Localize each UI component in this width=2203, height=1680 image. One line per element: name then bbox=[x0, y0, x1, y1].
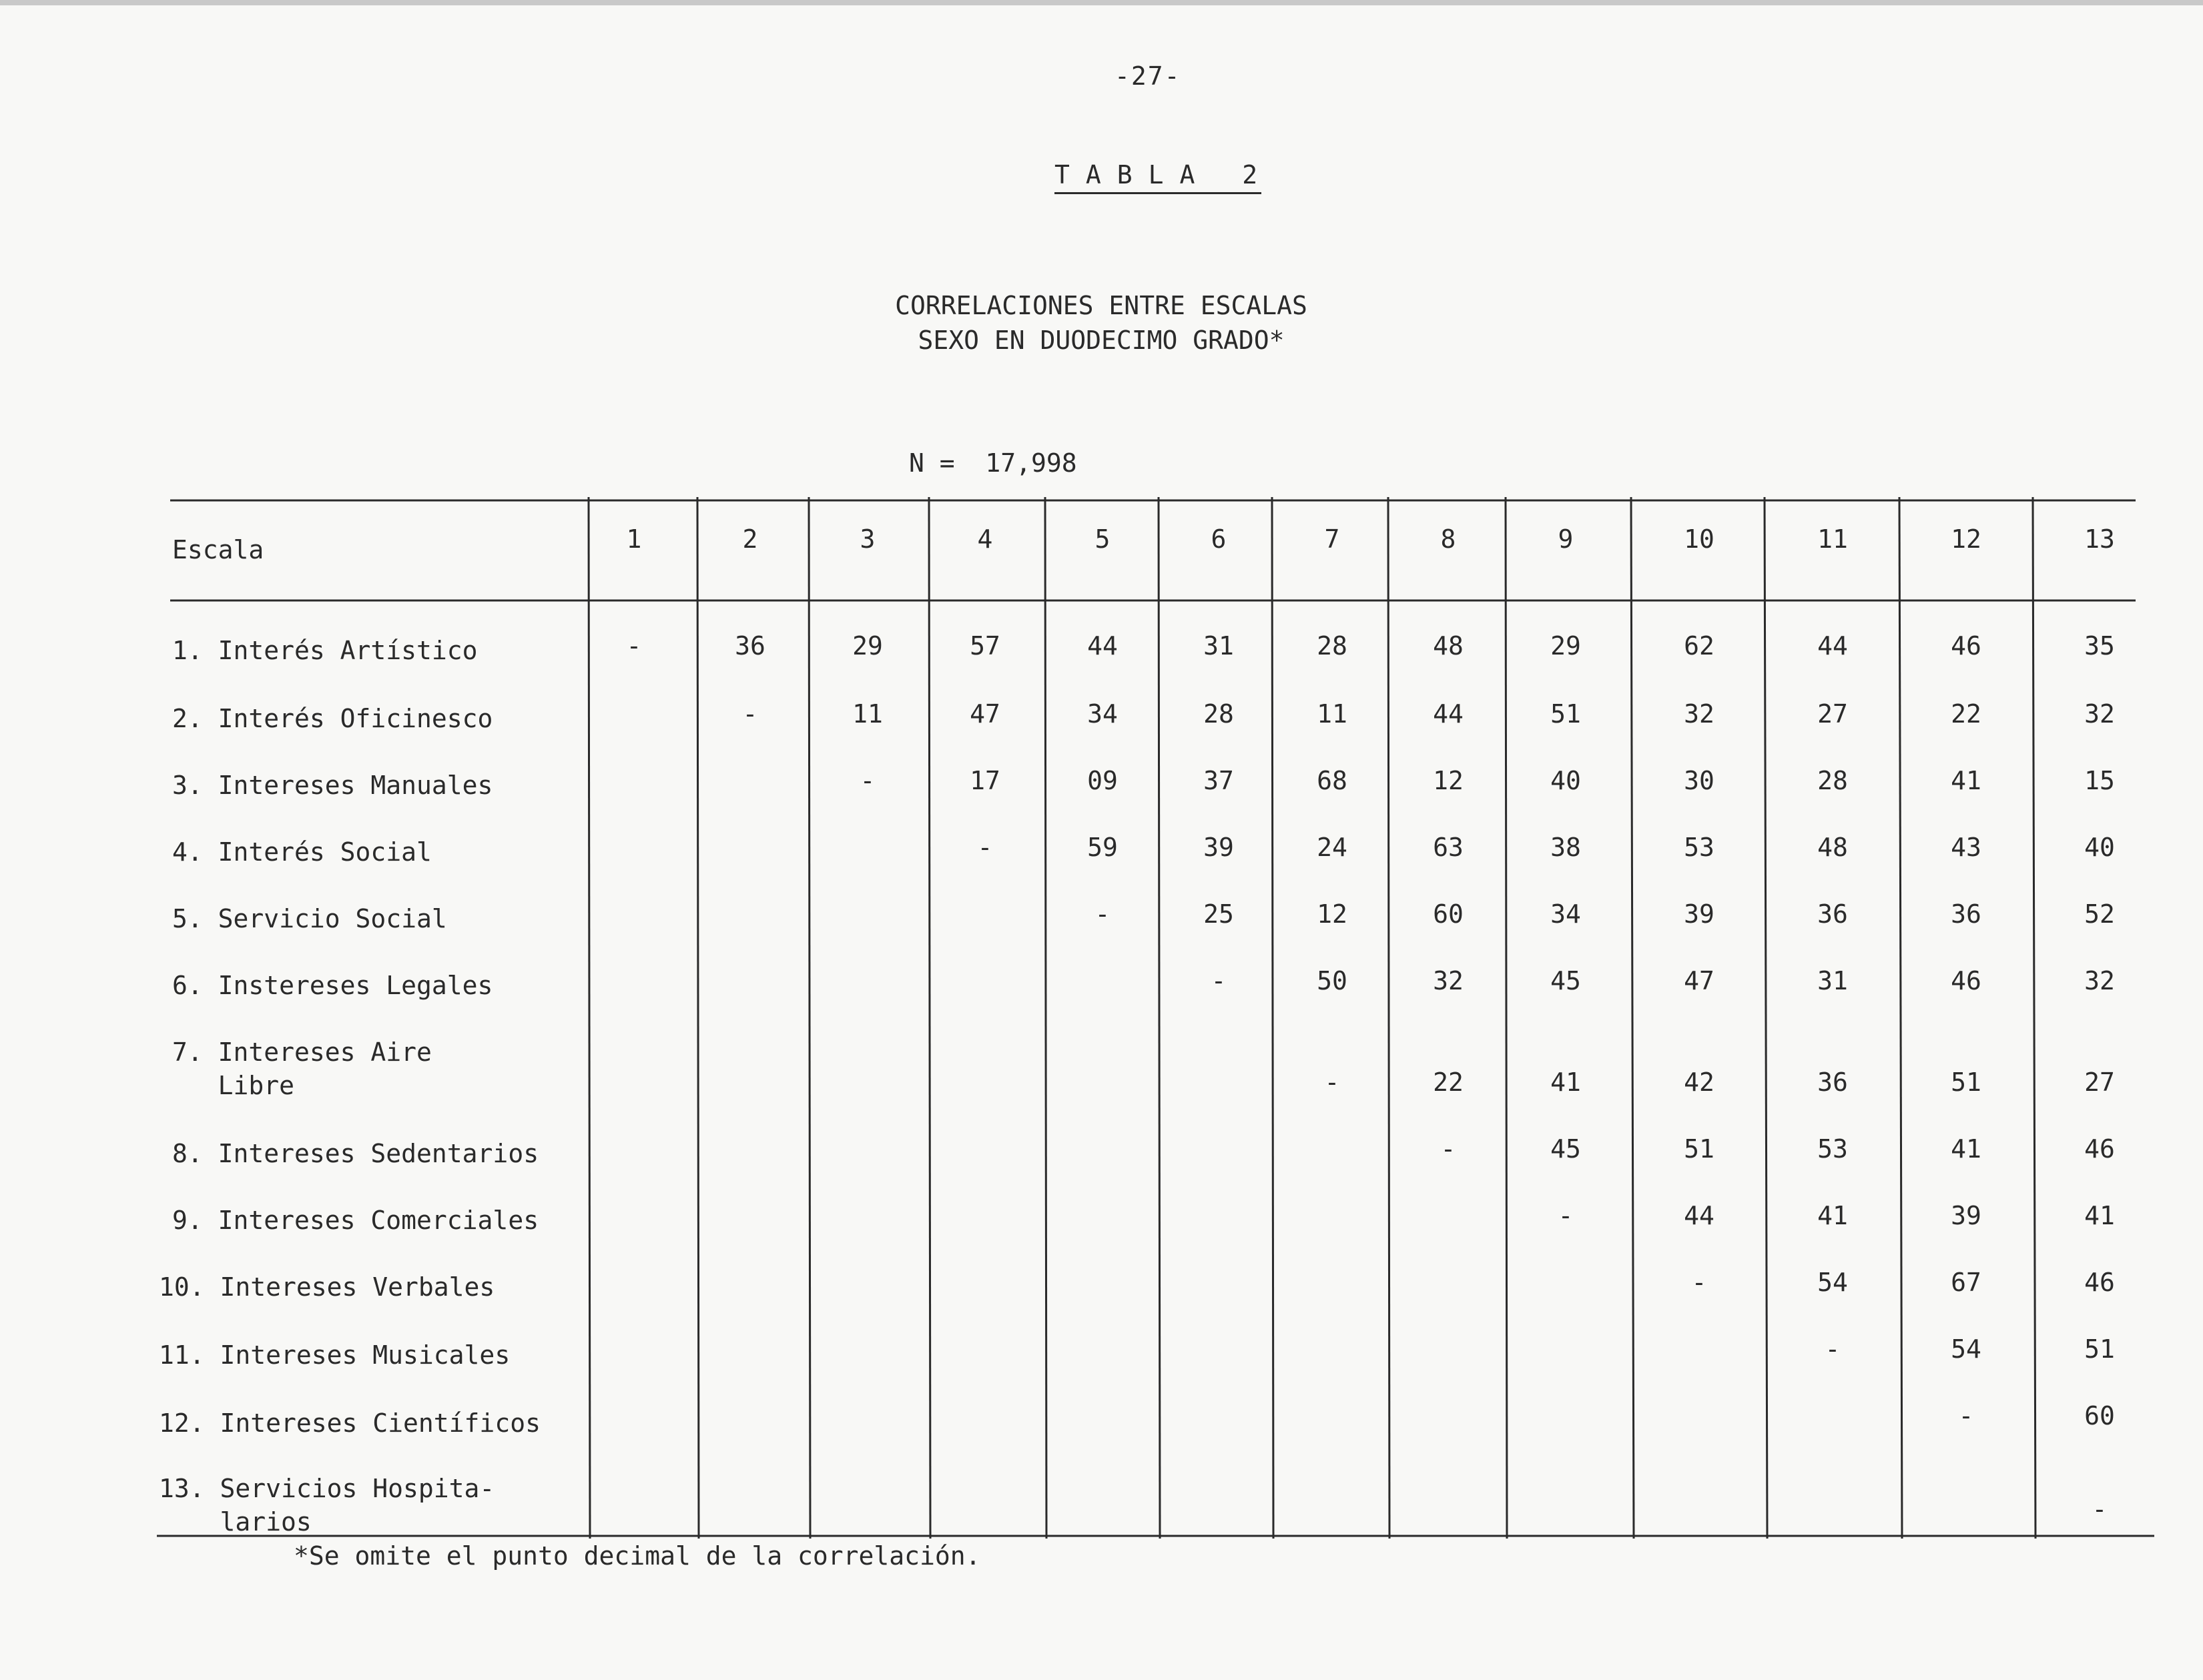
title-line-2: SEXO EN DUODECIMO GRADO* bbox=[918, 326, 1285, 355]
row-label: 5. Servicio Social bbox=[172, 904, 447, 933]
correlation-cell: 11 bbox=[852, 699, 883, 729]
correlation-cell: 27 bbox=[2084, 1068, 2115, 1097]
column-header: 7 bbox=[1324, 524, 1340, 554]
correlation-cell: 63 bbox=[1433, 833, 1464, 862]
row-label: 4. Interés Social bbox=[172, 837, 432, 867]
correlation-cell: 27 bbox=[1817, 699, 1848, 729]
column-header: 4 bbox=[977, 524, 993, 554]
correlation-cell: 39 bbox=[1951, 1201, 1981, 1230]
correlation-cell: 22 bbox=[1951, 699, 1981, 729]
diagonal-dash-cell: - bbox=[1094, 899, 1111, 929]
correlation-cell: 40 bbox=[2084, 833, 2115, 862]
correlation-cell: 40 bbox=[1550, 766, 1581, 795]
correlation-cell: 39 bbox=[1684, 899, 1714, 929]
correlation-cell: 34 bbox=[1087, 699, 1118, 729]
correlation-cell: 31 bbox=[1203, 631, 1234, 661]
row-label: 12. Intereses Científicos bbox=[159, 1408, 541, 1438]
correlation-cell: 12 bbox=[1433, 766, 1464, 795]
correlation-cell: 09 bbox=[1087, 766, 1118, 795]
header-escala: Escala bbox=[172, 535, 264, 564]
diagonal-dash-cell: - bbox=[1211, 966, 1227, 995]
correlation-cell: 28 bbox=[1317, 631, 1347, 661]
diagonal-dash-cell: - bbox=[860, 766, 876, 795]
correlation-cell: 41 bbox=[1951, 1134, 1981, 1164]
correlation-cell: 48 bbox=[1433, 631, 1464, 661]
correlation-cell: 41 bbox=[1951, 766, 1981, 795]
diagonal-dash-cell: - bbox=[1440, 1134, 1456, 1164]
row-label: 2. Interés Oficinesco bbox=[172, 704, 493, 733]
diagonal-dash-cell: - bbox=[1825, 1334, 1841, 1364]
scan-top-edge bbox=[0, 0, 2203, 5]
correlation-cell: 45 bbox=[1550, 1134, 1581, 1164]
column-divider bbox=[1506, 497, 1507, 1539]
row-label: 9. Intereses Comerciales bbox=[172, 1206, 539, 1235]
correlation-cell: 42 bbox=[1684, 1068, 1714, 1097]
correlation-cell: 28 bbox=[1817, 766, 1848, 795]
column-header: 3 bbox=[860, 524, 876, 554]
correlation-cell: 46 bbox=[2084, 1134, 2115, 1164]
column-divider bbox=[809, 497, 810, 1539]
correlation-cell: 30 bbox=[1684, 766, 1714, 795]
correlation-cell: 32 bbox=[2084, 966, 2115, 995]
row-label: 13. Servicios Hospita- larios bbox=[159, 1474, 495, 1537]
correlation-cell: 36 bbox=[1817, 1068, 1848, 1097]
correlation-cell: 51 bbox=[1951, 1068, 1981, 1097]
correlation-cell: 31 bbox=[1817, 966, 1848, 995]
row-label: 3. Intereses Manuales bbox=[172, 771, 493, 800]
column-header: 8 bbox=[1440, 524, 1456, 554]
column-header: 9 bbox=[1558, 524, 1574, 554]
correlation-cell: 53 bbox=[1684, 833, 1714, 862]
correlation-cell: 54 bbox=[1951, 1334, 1981, 1364]
correlation-cell: 35 bbox=[2084, 631, 2115, 661]
column-divider bbox=[1388, 497, 1389, 1539]
column-divider bbox=[2033, 497, 2035, 1539]
correlation-cell: 41 bbox=[1817, 1201, 1848, 1230]
column-divider bbox=[1272, 497, 1273, 1539]
correlation-cell: 43 bbox=[1951, 833, 1981, 862]
correlation-cell: 52 bbox=[2084, 899, 2115, 929]
row-label: 7. Intereses Aire Libre bbox=[172, 1037, 432, 1100]
diagonal-dash-cell: - bbox=[2092, 1495, 2108, 1524]
title-line-1: CORRELACIONES ENTRE ESCALAS bbox=[895, 291, 1307, 320]
correlation-cell: 46 bbox=[1951, 966, 1981, 995]
correlation-cell: 28 bbox=[1203, 699, 1234, 729]
correlation-cell: 15 bbox=[2084, 766, 2115, 795]
diagonal-dash-cell: - bbox=[1324, 1068, 1340, 1097]
correlation-cell: 53 bbox=[1817, 1134, 1848, 1164]
page-number: -27- bbox=[1115, 61, 1181, 91]
correlation-cell: 24 bbox=[1317, 833, 1347, 862]
correlation-cell: 25 bbox=[1203, 899, 1234, 929]
correlation-cell: 48 bbox=[1817, 833, 1848, 862]
column-divider bbox=[1899, 497, 1902, 1539]
column-divider bbox=[1631, 497, 1634, 1539]
correlation-cell: 62 bbox=[1684, 631, 1714, 661]
row-label: 6. Instereses Legales bbox=[172, 971, 493, 1000]
correlation-cell: 22 bbox=[1433, 1068, 1464, 1097]
correlation-cell: 36 bbox=[735, 631, 765, 661]
correlation-cell: 44 bbox=[1684, 1201, 1714, 1230]
correlation-cell: 32 bbox=[1433, 966, 1464, 995]
column-divider bbox=[1159, 497, 1160, 1539]
correlation-cell: 68 bbox=[1317, 766, 1347, 795]
correlation-cell: 29 bbox=[852, 631, 883, 661]
correlation-cell: 32 bbox=[2084, 699, 2115, 729]
correlation-cell: 60 bbox=[1433, 899, 1464, 929]
column-divider bbox=[1045, 497, 1046, 1539]
correlation-cell: 36 bbox=[1817, 899, 1848, 929]
correlation-cell: 51 bbox=[1684, 1134, 1714, 1164]
column-header: 11 bbox=[1817, 524, 1848, 554]
column-header: 12 bbox=[1951, 524, 1981, 554]
diagonal-dash-cell: - bbox=[977, 833, 993, 862]
row-label: 11. Intereses Musicales bbox=[159, 1340, 511, 1370]
table-label: TABLA 2 bbox=[1054, 160, 1261, 194]
correlation-cell: 51 bbox=[2084, 1334, 2115, 1364]
correlation-cell: 39 bbox=[1203, 833, 1234, 862]
correlation-cell: 50 bbox=[1317, 966, 1347, 995]
correlation-cell: 44 bbox=[1087, 631, 1118, 661]
diagonal-dash-cell: - bbox=[1958, 1401, 1974, 1430]
column-header: 6 bbox=[1211, 524, 1227, 554]
correlation-cell: 51 bbox=[1550, 699, 1581, 729]
correlation-cell: 41 bbox=[2084, 1201, 2115, 1230]
diagonal-dash-cell: - bbox=[626, 631, 642, 661]
correlation-cell: 54 bbox=[1817, 1268, 1848, 1297]
diagonal-dash-cell: - bbox=[1691, 1268, 1707, 1297]
column-header: 2 bbox=[742, 524, 758, 554]
row-label: 10. Intereses Verbales bbox=[159, 1272, 495, 1302]
correlation-cell: 44 bbox=[1433, 699, 1464, 729]
correlation-cell: 34 bbox=[1550, 899, 1581, 929]
correlation-cell: 60 bbox=[2084, 1401, 2115, 1430]
correlation-cell: 32 bbox=[1684, 699, 1714, 729]
correlation-cell: 47 bbox=[970, 699, 1000, 729]
diagonal-dash-cell: - bbox=[1558, 1201, 1574, 1230]
column-divider bbox=[1765, 497, 1767, 1539]
correlation-cell: 38 bbox=[1550, 833, 1581, 862]
column-divider bbox=[929, 497, 930, 1539]
correlation-cell: 37 bbox=[1203, 766, 1234, 795]
table-title bbox=[801, 288, 1401, 358]
column-header: 13 bbox=[2084, 524, 2115, 554]
correlation-cell: 67 bbox=[1951, 1268, 1981, 1297]
correlation-cell: 45 bbox=[1550, 966, 1581, 995]
row-label: 8. Intereses Sedentarios bbox=[172, 1139, 539, 1168]
diagonal-dash-cell: - bbox=[742, 699, 758, 729]
correlation-cell: 59 bbox=[1087, 833, 1118, 862]
column-header: 1 bbox=[626, 524, 642, 554]
footnote: *Se omite el punto decimal de la correlación. bbox=[294, 1541, 981, 1571]
correlation-cell: 44 bbox=[1817, 631, 1848, 661]
correlation-cell: 46 bbox=[2084, 1268, 2115, 1297]
correlation-cell: 57 bbox=[970, 631, 1000, 661]
correlation-cell: 17 bbox=[970, 766, 1000, 795]
column-header: 10 bbox=[1684, 524, 1714, 554]
correlation-cell: 47 bbox=[1684, 966, 1714, 995]
row-label: 1. Interés Artístico bbox=[172, 636, 478, 665]
correlation-cell: 11 bbox=[1317, 699, 1347, 729]
correlation-cell: 12 bbox=[1317, 899, 1347, 929]
correlation-cell: 36 bbox=[1951, 899, 1981, 929]
sample-size: N = 17,998 bbox=[909, 448, 1077, 478]
column-header: 5 bbox=[1094, 524, 1111, 554]
correlation-cell: 41 bbox=[1550, 1068, 1581, 1097]
correlation-cell: 29 bbox=[1550, 631, 1581, 661]
correlation-cell: 46 bbox=[1951, 631, 1981, 661]
